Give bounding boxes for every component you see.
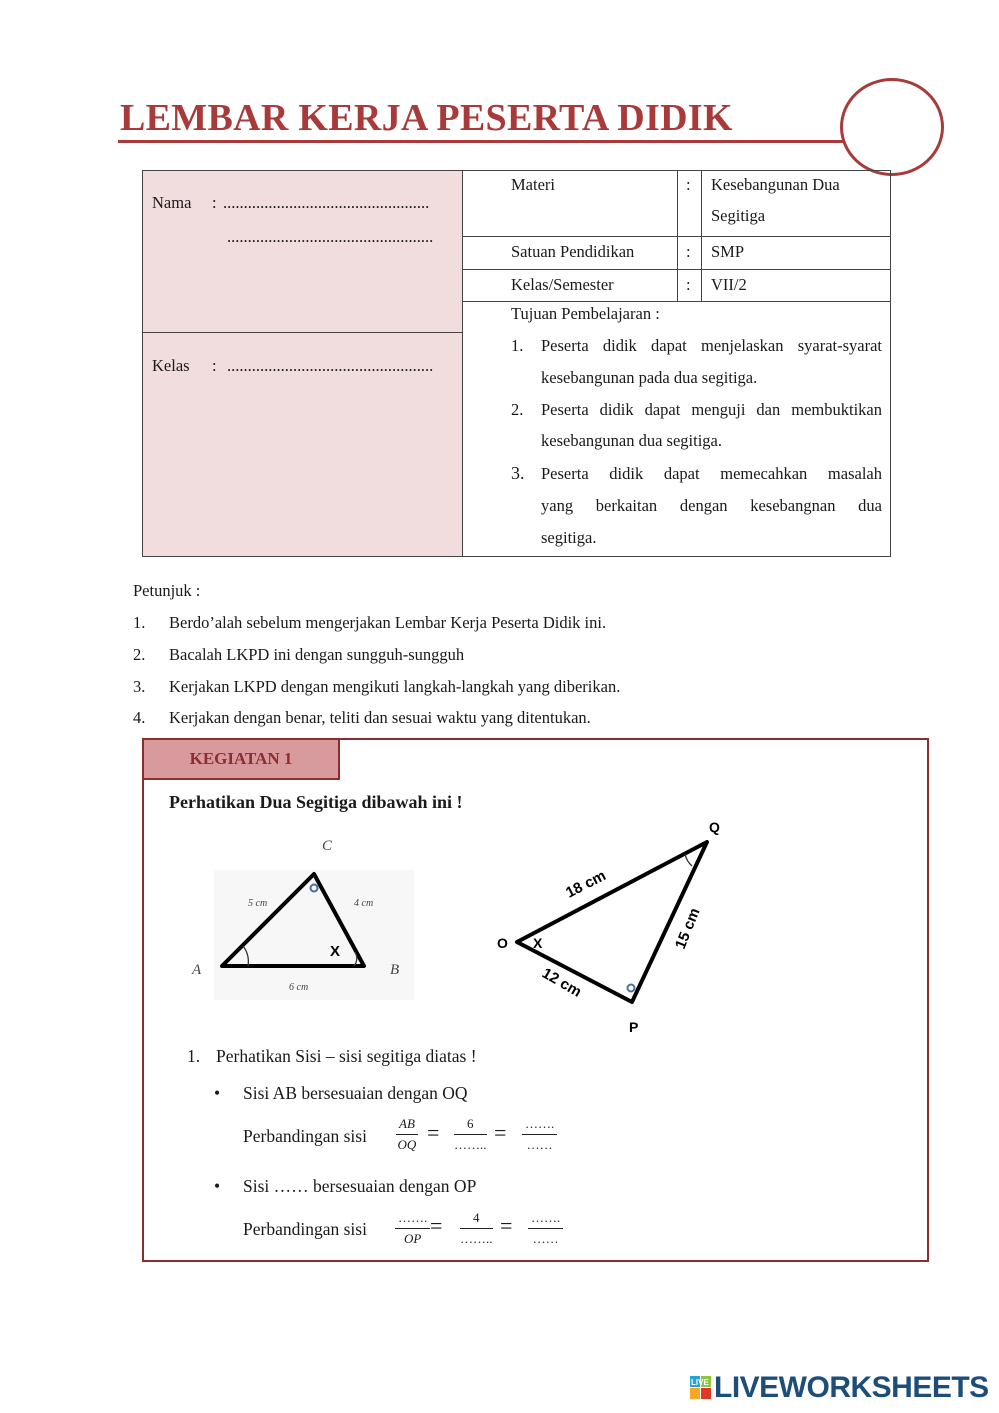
angle-q-arc <box>685 854 692 866</box>
vertex-c-label: C <box>322 838 333 854</box>
vertex-p-label: P <box>629 1019 639 1035</box>
side-oq-label: 18 cm <box>563 867 609 902</box>
kelas-cell <box>143 333 463 556</box>
title-underline <box>118 140 843 143</box>
kelas-input-line[interactable]: .................................................. <box>227 356 434 375</box>
side-ac-label: 5 cm <box>248 898 268 909</box>
question-text: Perhatikan Sisi – sisi segitiga diatas ! <box>216 1046 477 1066</box>
materi-label: Materi <box>511 175 555 194</box>
brand-logo-letters: LIVE <box>691 1378 709 1387</box>
tujuan-label: Tujuan Pembelajaran : <box>511 304 660 323</box>
side-op-label: 12 cm <box>539 964 585 1001</box>
tujuan-cell <box>463 302 890 556</box>
list-item: Kerjakan LKPD dengan mengikuti langkah-langkah yang diberikan. <box>169 677 621 696</box>
equals-sign: = <box>494 1120 507 1145</box>
kelas-colon: : <box>212 356 217 375</box>
fraction-numerator: AB <box>396 1116 418 1135</box>
tujuan-num: 2. <box>511 400 524 419</box>
tujuan-text: Peserta didik dapat menguji dan membuktikan <box>541 400 882 419</box>
materi-value-1: Kesebangunan Dua <box>711 175 840 194</box>
vertex-b-label: B <box>390 962 400 978</box>
colon: : <box>686 175 691 194</box>
vertex-o-label: O <box>497 935 508 951</box>
bullet-text: Sisi …… bersesuaian dengan OP <box>243 1176 477 1196</box>
fraction <box>395 1210 430 1247</box>
decorative-circle <box>840 78 944 176</box>
angle-x-label: X <box>330 943 341 960</box>
brand-logo-icon <box>690 1375 712 1401</box>
tujuan-text: Peserta didik dapat memecahkan masalah <box>541 464 882 483</box>
fraction <box>454 1116 487 1153</box>
fraction-answer-blank[interactable]: …….. <box>460 1231 493 1246</box>
colon: : <box>686 242 691 261</box>
fraction-answer-blank[interactable]: …… <box>532 1231 559 1246</box>
fraction-answer-blank[interactable]: ……. <box>522 1116 557 1135</box>
kelas-semester-label: Kelas/Semester <box>511 275 614 294</box>
tujuan-num: 3. <box>511 463 525 483</box>
bullet: • <box>214 1176 221 1196</box>
list-number: 1. <box>133 613 146 632</box>
list-number: 2. <box>133 645 146 664</box>
tujuan-text: segitiga. <box>541 528 597 547</box>
figure-background <box>214 870 414 1000</box>
satuan-value: SMP <box>711 242 745 261</box>
list-item: Kerjakan dengan benar, teliti dan sesuai waktu yang ditentukan. <box>169 708 591 727</box>
fraction-denominator: OQ <box>397 1137 417 1152</box>
tujuan-text: kesebangunan dua segitiga. <box>541 431 722 450</box>
triangle-abc <box>184 828 424 1008</box>
side-ab-label: 6 cm <box>289 982 309 993</box>
tujuan-text: kesebangunan pada dua segitiga. <box>541 368 758 387</box>
materi-value-2: Segitiga <box>711 206 766 225</box>
fraction-numerator: 6 <box>454 1116 487 1135</box>
triangle-opq <box>489 818 739 1038</box>
ratio-label: Perbandingan sisi <box>243 1219 367 1239</box>
fraction <box>460 1210 493 1247</box>
fraction-answer-blank[interactable]: ……. <box>395 1210 430 1229</box>
colon: : <box>686 275 691 294</box>
tujuan-text: yang berkaitan dengan kesebangnan dua <box>541 496 882 515</box>
tujuan-text: Peserta didik dapat menjelaskan syarat-syarat <box>541 336 882 355</box>
fraction <box>396 1116 418 1153</box>
list-item: Bacalah LKPD ini dengan sungguh-sungguh <box>169 645 465 664</box>
list-number: 3. <box>133 677 146 696</box>
kegiatan-heading: Perhatikan Dua Segitiga dibawah ini ! <box>169 792 463 812</box>
fraction-answer-blank[interactable]: …… <box>526 1137 553 1152</box>
fraction-answer-blank[interactable]: …….. <box>454 1137 487 1152</box>
info-table <box>142 170 891 557</box>
kelas-semester-value: VII/2 <box>711 275 747 294</box>
angle-x-label: X <box>533 935 543 951</box>
fraction <box>528 1210 563 1247</box>
page-title: LEMBAR KERJA PESERTA DIDIK <box>120 97 733 139</box>
side-qp-label: 15 cm <box>671 905 704 952</box>
bullet-text: Sisi AB bersesuaian dengan OQ <box>243 1083 468 1103</box>
equals-sign: = <box>427 1120 440 1145</box>
fraction <box>522 1116 557 1153</box>
bullet: • <box>214 1083 221 1103</box>
nama-input-line-1[interactable]: .................................................. <box>223 193 430 212</box>
brand-name: LIVEWORKSHEETS <box>714 1371 989 1404</box>
question-number: 1. <box>187 1046 201 1066</box>
fraction-denominator: OP <box>403 1231 422 1246</box>
kelas-label: Kelas <box>152 356 190 375</box>
satuan-label: Satuan Pendidikan <box>511 242 635 261</box>
petunjuk-label: Petunjuk : <box>133 581 201 600</box>
kegiatan-tab: KEGIATAN 1 <box>144 740 340 780</box>
vertex-a-label: A <box>192 962 202 978</box>
fraction-answer-blank[interactable]: ……. <box>528 1210 563 1229</box>
nama-colon: : <box>212 193 217 212</box>
list-number: 4. <box>133 708 146 727</box>
side-cb-label: 4 cm <box>354 898 374 909</box>
fraction-numerator: 4 <box>460 1210 493 1229</box>
nama-input-line-2[interactable]: .................................................. <box>227 227 434 246</box>
tujuan-num: 1. <box>511 336 524 355</box>
angle-p-marker <box>628 985 635 992</box>
equals-sign: = <box>500 1213 513 1238</box>
ratio-label: Perbandingan sisi <box>243 1126 367 1146</box>
kegiatan-box <box>142 738 929 1262</box>
nama-cell <box>143 171 463 333</box>
vertex-q-label: Q <box>709 819 720 835</box>
list-item: Berdo’alah sebelum mengerjakan Lembar Kerja Peserta Didik ini. <box>169 613 607 632</box>
equals-sign: = <box>430 1213 443 1238</box>
nama-label: Nama <box>152 193 192 212</box>
